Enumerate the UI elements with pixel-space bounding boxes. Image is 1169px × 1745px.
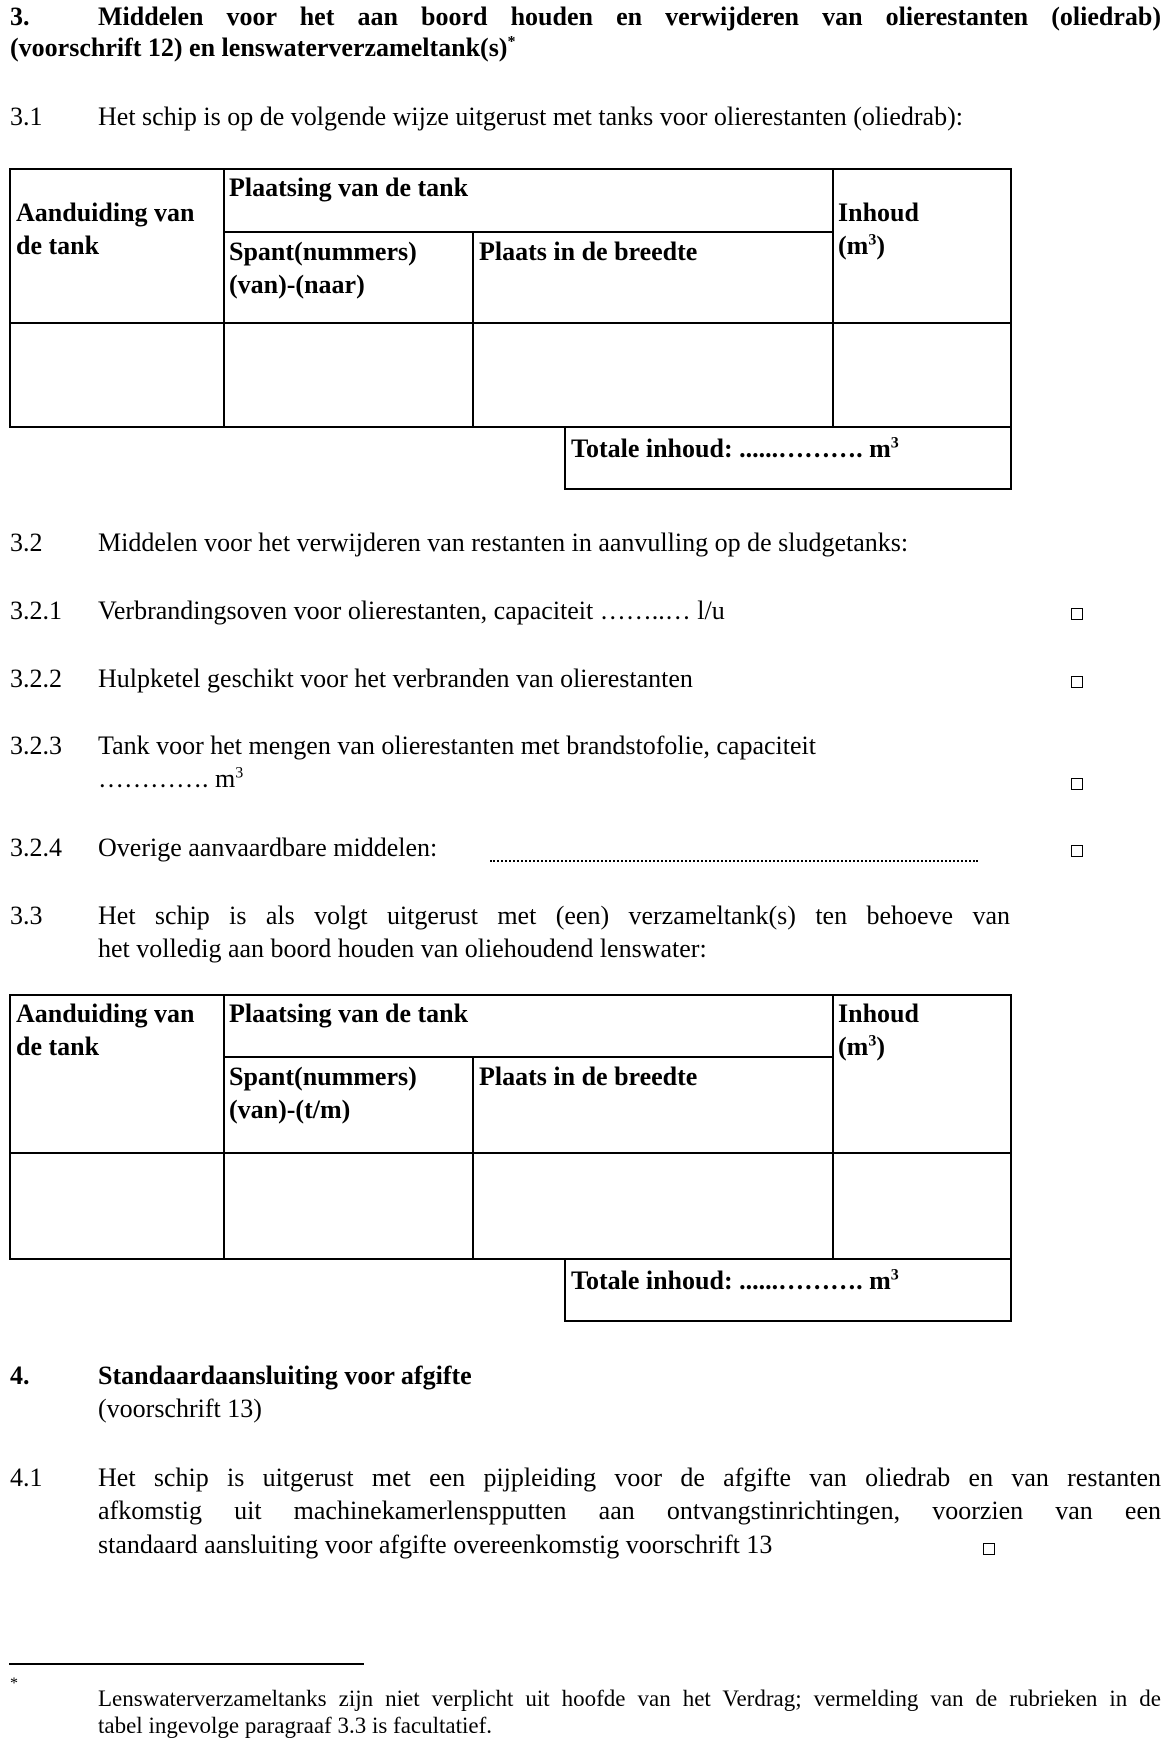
header-inhoud: Inhoud $(m^3)$	[838, 999, 919, 1061]
section-subtitle: (voorschrift 13)	[98, 1394, 262, 1423]
paragraph-text: het volledig aan boord houden van oliehoudend lenswater:	[98, 934, 707, 963]
table-border	[9, 426, 1012, 428]
checkbox-3-2-4[interactable]	[1071, 845, 1083, 857]
table-border	[832, 994, 834, 1260]
total-capacity: Totale inhoud: ......………. $m^3$	[571, 1266, 899, 1295]
paragraph-number: 3.2.2	[10, 664, 62, 693]
table-border	[1010, 168, 1012, 490]
paragraph-text: standaard aansluiting voor afgifte overeenkomstig voorschrift 13	[98, 1530, 773, 1559]
table-border	[832, 168, 834, 428]
section-title-line2: (voorschrift 12) en lenswaterverzameltank(s)*	[10, 33, 516, 62]
table-border	[1010, 994, 1012, 1322]
table-border	[564, 1320, 1012, 1322]
table-border	[9, 994, 11, 1260]
paragraph-number: 3.2.3	[10, 731, 62, 760]
paragraph-number: 3.2	[10, 528, 43, 557]
section-title: Standaardaansluiting voor afgifte	[98, 1361, 472, 1390]
table-border	[223, 231, 225, 428]
header-spant: Spant(nummers) (van)-(naar)	[229, 237, 417, 299]
paragraph-text: Middelen voor het verwijderen van restanten in aanvulling op de sludgetanks:	[98, 528, 909, 557]
table-border	[223, 1056, 834, 1058]
total-capacity: Totale inhoud: ......………. $m^3$	[571, 434, 899, 463]
footnote-separator	[9, 1663, 364, 1665]
paragraph-number: 3.3	[10, 901, 43, 930]
paragraph-text: Hulpketel geschikt voor het verbranden van olierestanten	[98, 664, 693, 693]
paragraph-text: Overige aanvaardbare middelen:	[98, 833, 438, 862]
table-border	[9, 1152, 1012, 1154]
checkbox-3-2-3[interactable]	[1071, 778, 1083, 790]
table-border	[9, 994, 1012, 996]
table-border	[472, 1056, 474, 1260]
table-border	[9, 168, 11, 428]
footnote-reference: *	[507, 33, 516, 51]
header-breedte: Plaats in de breedte	[479, 237, 698, 266]
paragraph-number: 3.2.4	[10, 833, 62, 862]
paragraph-text: Het schip is uitgerust met een pijpleiding voor de afgifte van oliedrab en van restanten	[98, 1463, 1161, 1492]
table-border	[223, 994, 225, 1260]
header-spant: Spant(nummers) (van)-(t/m)	[229, 1062, 417, 1124]
paragraph-number: 3.1	[10, 102, 43, 131]
header-plaatsing: Plaatsing van de tank	[229, 999, 469, 1028]
footnote-text: tabel ingevolge paragraaf 3.3 is facultatief.	[98, 1713, 493, 1738]
section-title: Middelen voor het aan boord houden en verwijderen van olierestanten (oliedrab)	[98, 2, 1161, 31]
header-breedte: Plaats in de breedte	[479, 1062, 698, 1091]
table-border	[223, 168, 225, 233]
footnote-text: Lenswaterverzameltanks zijn niet verplicht uit hoofde van het Verdrag; vermelding van de rubrieken in de	[98, 1686, 1161, 1711]
paragraph-text: Het schip is op de volgende wijze uitgerust met tanks voor olierestanten (oliedrab):	[98, 102, 963, 131]
table-border	[9, 168, 1012, 170]
checkbox-4-1[interactable]	[983, 1543, 995, 1555]
checkbox-3-2-1[interactable]	[1071, 608, 1083, 620]
paragraph-text: Tank voor het mengen van olierestanten met brandstofolie, capaciteit	[98, 731, 816, 760]
checkbox-3-2-2[interactable]	[1071, 676, 1083, 688]
paragraph-number: 4.1	[10, 1463, 43, 1492]
header-aanduiding: Aanduiding van de tank	[16, 999, 195, 1061]
paragraph-text: afkomstig uit machinekamerlenspputten aan ontvangstinrichtingen, voorzien van een	[98, 1496, 1161, 1525]
header-plaatsing: Plaatsing van de tank	[229, 173, 469, 202]
paragraph-text: Het schip is als volgt uitgerust met (een) verzameltank(s) ten behoeve van	[98, 901, 1010, 930]
paragraph-text: Verbrandingsoven voor olierestanten, capaciteit ……..… l/u	[98, 596, 725, 625]
table-border	[564, 488, 1012, 490]
table-border	[564, 426, 566, 490]
fill-in-line[interactable]	[490, 860, 978, 862]
table-border	[9, 1258, 1012, 1260]
header-aanduiding: Aanduiding van de tank	[16, 198, 195, 260]
table-border	[564, 1258, 566, 1322]
table-border	[9, 322, 1012, 324]
table-border	[472, 231, 474, 428]
footnote-mark: *	[10, 1675, 18, 1692]
paragraph-text: …………. $m^3$	[98, 764, 244, 793]
section-number: 4.	[10, 1361, 30, 1390]
section-number: 3.	[10, 2, 30, 31]
table-border	[223, 231, 834, 233]
paragraph-number: 3.2.1	[10, 596, 62, 625]
header-inhoud: Inhoud $(m^3)$	[838, 198, 919, 260]
